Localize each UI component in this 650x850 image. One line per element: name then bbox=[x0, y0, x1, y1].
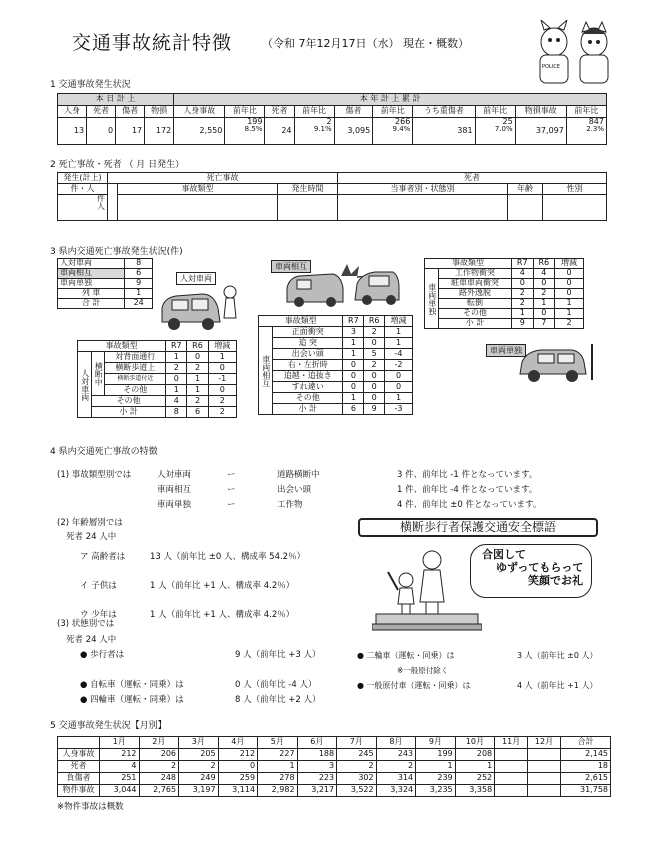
monthly-header-row: 1月 2月 3月 4月 5月 6月 7月 8月 9月 10月 11月 12月 合計 bbox=[58, 737, 611, 749]
mascot-illustration bbox=[524, 20, 624, 90]
page-title: 交通事故統計特徴 bbox=[72, 32, 233, 54]
mutual-table: 事故類型 R7 R6 増減 車両相互 正面衝突 3 2 1 追 突 1 0 1 出会い頭 1 5 -4 右・左折時 0 2 -2 追越・追抜き 0 0 0 すれ違い 0 0 0 その他 1 0 1 小 計 6 9 -3 bbox=[258, 315, 413, 415]
pedestrian-table: 事故類型 R7 R6 増減 人対車両 横断中 対背面通行 1 0 1 横断歩道上 2 2 0 横断歩道付近 0 1 -1 その他 1 1 0 その他 4 2 2 小 計 8 6 2 bbox=[77, 340, 237, 418]
summary-table: 人対車両 8 車両相互 6 車両単独 9 列 車 1 合 計 24 bbox=[57, 258, 153, 309]
daily-header: 本 日 計 上 bbox=[58, 94, 174, 106]
poster-slogan: 合図して ゆずってもらって 笑顔でお礼 bbox=[482, 548, 584, 587]
pedestrian-car-illustration bbox=[158, 274, 246, 334]
safety-poster bbox=[358, 518, 598, 636]
section1-heading: 1 交通事故発生状況 bbox=[50, 80, 131, 90]
single-car-illustration bbox=[490, 340, 606, 384]
page-subtitle: （令和 7年12月17日（水） 現在・概数） bbox=[262, 37, 469, 50]
p1-label: (1) 事故類型別では bbox=[57, 470, 132, 480]
p2-label: (2) 年齢層別では bbox=[57, 518, 123, 528]
mutual-car-illustration bbox=[275, 262, 403, 308]
section1-value-row: 13 0 17 172 2,550 199 8.5% 24 2 9.1% 3,095 266 9.4% 381 25 7.0% 37,097 847 2.3% bbox=[58, 118, 607, 145]
monthly-row-injury: 人身事故 212 206 205 212 227 188 245 243 199 208 2,145 bbox=[58, 749, 611, 761]
section2-heading: 2 死亡事故・死者 （ 月 日発生） bbox=[50, 160, 185, 170]
p1-block: 人対車両 ー 道路横断中 3 件、前年比 -1 件となっています。 車両相互 ー 出会い頭 1 件、前年比 -4 件となっています。 車両単独 ー 工作物 4 件、前年比 ±0 件となっています。 bbox=[157, 470, 542, 510]
p2-dead: 死者 24 人中 bbox=[66, 532, 117, 542]
footnote: ※物件事故は概数 bbox=[57, 802, 124, 812]
single-table: 事故類型 R7 R6 増減 車両単独 工作物衝突 4 4 0 駐車車両衝突 0 0 0 路外逸脱 2 2 0 転倒 2 1 1 その他 1 0 1 小 計 9 7 2 bbox=[424, 258, 584, 329]
p3-label: (3) 状態別では bbox=[57, 619, 115, 629]
monthly-row-injured: 負傷者 251 248 249 259 278 223 302 314 239 252 2,615 bbox=[58, 773, 611, 785]
section2-table: 発生(計上) 死亡事故 死者 件・人 事故類型 発生時間 当事者別・状態別 年齢 性別 件 人 bbox=[57, 172, 607, 221]
p3-left-block: ● 歩行者は 9 人（前年比 +3 人） ● 自転車（運転・同乗）は 0 人（前年比 -4 人） ● 四輪車（運転・同乗）は 8 人（前年比 +2 人） bbox=[80, 650, 321, 705]
section5-heading: 5 交通事故発生状況【月別】 bbox=[50, 721, 167, 731]
section4-heading: 4 県内交通死亡事故の特徴 bbox=[50, 447, 158, 457]
poster-title: 横断歩行者保護交通安全標語 bbox=[358, 518, 598, 537]
p3-dead: 死者 24 人中 bbox=[66, 635, 117, 645]
pedestrian-label: 人対車両 bbox=[176, 272, 216, 285]
annual-header: 本 年 計 上 累 計 bbox=[174, 94, 607, 106]
monthly-table bbox=[57, 736, 611, 797]
mutual-label: 車両相互 bbox=[271, 260, 311, 273]
monthly-row-property: 物件事故 3,044 2,765 3,197 3,114 2,982 3,217 3,522 3,324 3,235 3,358 31,758 bbox=[58, 785, 611, 797]
monthly-row-dead: 死者 4 2 2 0 1 3 2 2 1 1 18 bbox=[58, 761, 611, 773]
section1-table bbox=[57, 93, 607, 145]
single-label: 車両単独 bbox=[486, 344, 526, 357]
police-badge: POLICE bbox=[542, 64, 560, 70]
p3-right-block: ● 二輪車（運転・同乗）は 3 人（前年比 ±0 人） ※一般原付除く ● 一般原付車（運転・同乗）は 4 人（前年比 +1 人） bbox=[357, 651, 598, 690]
p2-block: ア 高齢者は 13 人（前年比 ±0 人、構成率 54.2％） イ 子供は 1 人（前年比 +1 人、構成率 4.2％） ウ 少年は 1 人（前年比 +1 人、構成率 4.2％） bbox=[80, 552, 306, 620]
section1-header-row: 人身 死者 傷者 物損 人身事故 前年比 死者 前年比 傷者 前年比 うち重傷者 前年比 物損事故 前年比 bbox=[58, 106, 607, 118]
section3-heading: 3 県内交通死亡事故発生状況(件) bbox=[50, 247, 183, 257]
